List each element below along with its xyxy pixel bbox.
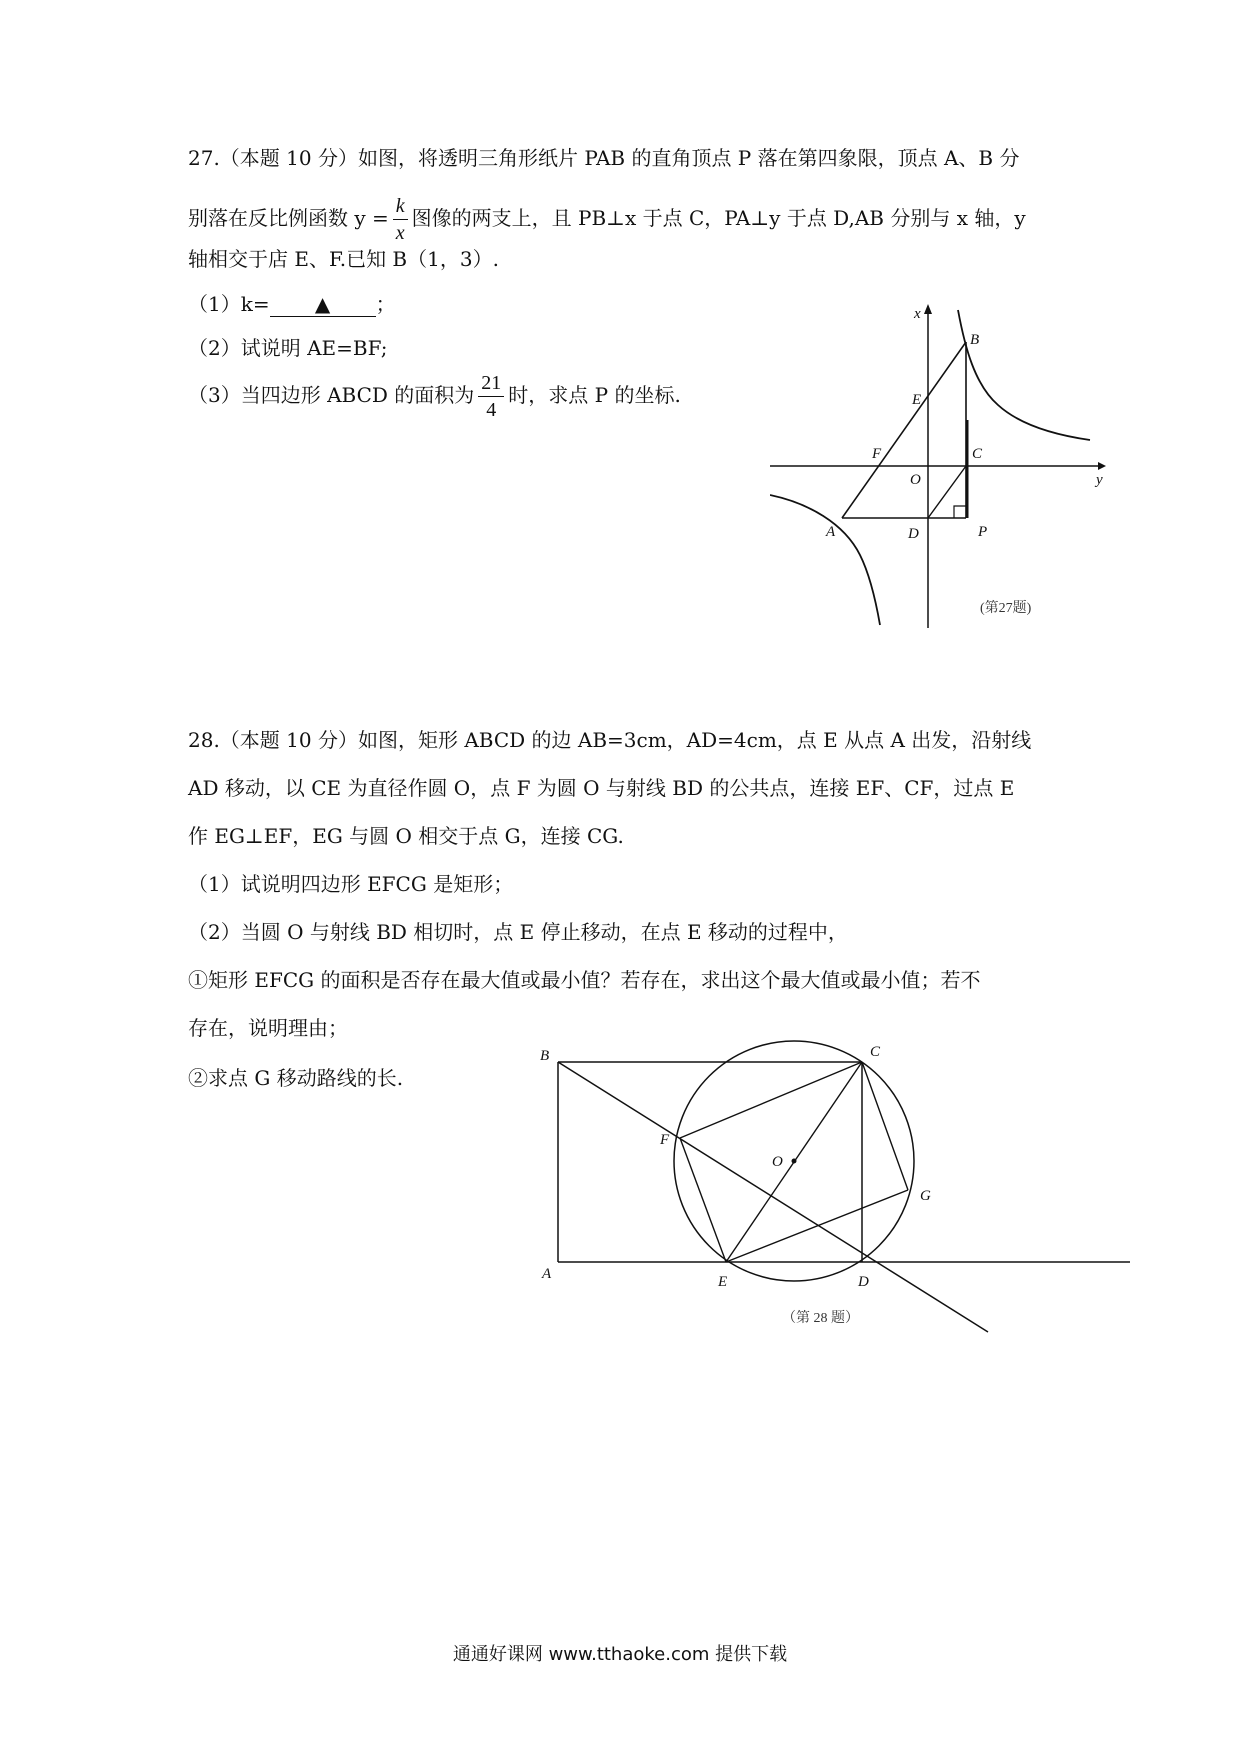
fig27-label-A: A	[826, 524, 836, 540]
fig28-label-O: O	[772, 1154, 783, 1170]
fig27-label-y: y	[1096, 472, 1103, 488]
q27-line3: 轴相交于店 E、F.已知 B（1，3）.	[188, 247, 499, 271]
segment-CG	[862, 1062, 908, 1190]
q27-line2	[188, 193, 1026, 246]
q28-figure	[530, 1030, 1150, 1340]
q27-part3-fraction	[478, 370, 504, 423]
fig28-label-A: A	[542, 1266, 552, 1282]
fig27-label-O: O	[910, 472, 921, 488]
q28-sub2: ②求点 G 移动路线的长.	[188, 1066, 404, 1090]
q27-frac-den: x	[395, 222, 405, 244]
segment-EF	[680, 1138, 726, 1262]
q28-part1: （1）试说明四边形 EFCG 是矩形；	[188, 872, 514, 896]
horizontal-axis-arrow	[1098, 462, 1106, 470]
fig28-label-B: B	[540, 1048, 550, 1064]
fig28-label-G: G	[920, 1188, 931, 1204]
right-angle-mark	[954, 506, 966, 518]
segment-EG	[726, 1190, 908, 1262]
q27-part1-pre: （1）k=	[188, 292, 270, 316]
answer-blank: ▲	[270, 292, 376, 317]
q28-sub1-line1: ①矩形 EFCG 的面积是否存在最大值或最小值？若存在，求出这个最大值或最小值；若不	[188, 968, 981, 992]
q27-line2-pre: 别落在反比例函数 y =	[188, 206, 389, 230]
q27-part1-post: ；	[375, 292, 396, 316]
segment-CF	[680, 1062, 862, 1138]
fig27-label-P: P	[978, 524, 988, 540]
q28-line2: AD 移动，以 CE 为直径作圆 O，点 F 为圆 O 与射线 BD 的公共点，连接 EF、CF，过点 E	[188, 776, 1015, 800]
q27-part2: （2）试说明 AE=BF;	[188, 336, 388, 360]
q27-part3-post: 时，求点 P 的坐标.	[508, 383, 681, 407]
q27-fraction	[393, 193, 408, 246]
q27-part3-den: 4	[486, 399, 497, 421]
q27-frac-num: k	[393, 193, 408, 220]
q28-sub1-line2: 存在，说明理由；	[188, 1016, 348, 1040]
q27-figure	[770, 300, 1110, 635]
fig27-label-F: F	[872, 446, 882, 462]
q28-line3: 作 EG⊥EF，EG 与圆 O 相交于点 G，连接 CG.	[188, 824, 624, 848]
fig27-label-B: B	[970, 332, 980, 348]
segment-DC	[928, 466, 966, 518]
q27-part3	[188, 370, 681, 423]
q27-line1: 27.（本题 10 分）如图，将透明三角形纸片 PAB 的直角顶点 P 落在第四象限，顶点 A、B 分	[188, 146, 1020, 170]
q28-part2: （2）当圆 O 与射线 BD 相切时，点 E 停止移动，在点 E 移动的过程中，	[188, 920, 848, 944]
hyperbola-upper-branch	[958, 310, 1090, 440]
fig28-label-C: C	[870, 1044, 881, 1060]
fig28-label-D: D	[858, 1274, 869, 1290]
fig28-label-E: E	[718, 1274, 728, 1290]
footer: 通通好课网 www.tthaoke.com 提供下载	[452, 1644, 788, 1665]
segment-CE	[726, 1062, 862, 1262]
q27-part3-num: 21	[478, 370, 504, 397]
fig27-label-x: x	[914, 306, 921, 322]
q27-part3-pre: （3）当四边形 ABCD 的面积为	[188, 383, 475, 407]
fig27-label-D: D	[908, 526, 919, 542]
fig27-caption: (第27题)	[980, 601, 1032, 616]
q27-line2-post: 图像的两支上，且 PB⊥x 于点 C，PA⊥y 于点 D,AB 分别与 x 轴，y	[411, 206, 1026, 230]
fig27-label-E: E	[912, 392, 922, 408]
vertical-axis-arrow	[924, 304, 932, 314]
hyperbola-lower-branch	[770, 495, 880, 625]
fig28-caption: （第 28 题）	[782, 1311, 859, 1326]
fig27-label-C: C	[972, 446, 983, 462]
q27-part1	[188, 292, 396, 317]
q28-line1: 28.（本题 10 分）如图，矩形 ABCD 的边 AB=3cm，AD=4cm，点 E 从点 A 出发，沿射线	[188, 728, 1032, 752]
fig28-label-F: F	[660, 1132, 670, 1148]
